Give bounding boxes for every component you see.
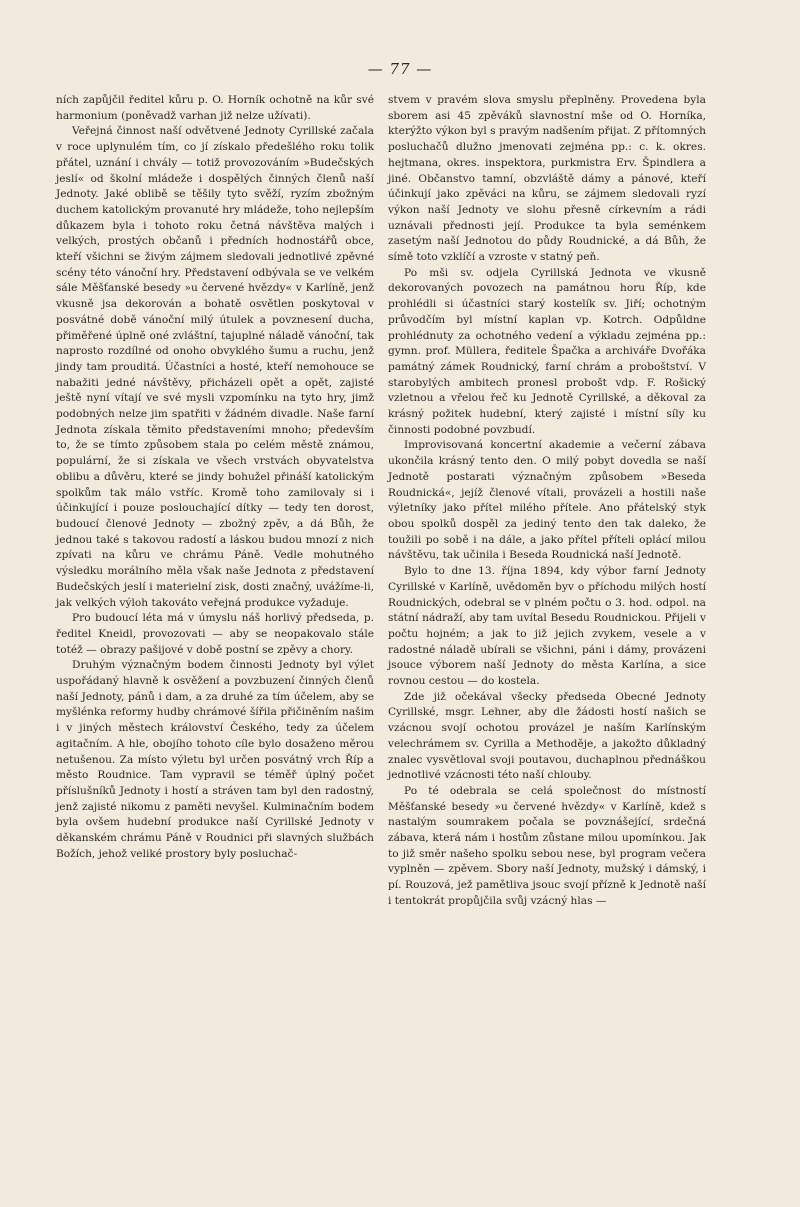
paragraph: Po té odebrala se celá společnost do místností Měšťanské besedy »u červené hvězdy« v Karlíně, kdež s nastalým soumrakem počala se povznášející, srdečná zábava, která nám i hostům zůstane milou upomínkou. Jak to již směr našeho spolku sebou nese, byl program večera vyplněn — zpěvem. Sbory naší Jednoty, mužský i dámský, i pí. Rouzová, jež pamětliva jsouc svojí přízně k Jednotě naší i tentokrát propůjčila svůj vzácný hlas —: [388, 784, 706, 907]
right-column: [388, 93, 706, 910]
left-column: [56, 93, 374, 862]
page-number: — 77 —: [367, 60, 433, 78]
paragraph: Pro budoucí léta má v úmyslu náš horlivý předseda, p. ředitel Kneidl, provozovati — aby se neopakovalo stále totéž — obrazy pašijové v době postní se zpěvy a chory.: [56, 612, 374, 656]
paragraph: ních zapůjčil ředitel kůru p. O. Horník ochotně na kůr své harmonium (poněvadž varhan již nelze užívati).: [56, 94, 374, 122]
paragraph: Veřejná činnost naší odvětvené Jednoty Cyrillské začala v roce uplynulém tím, co jí získalo předešlého roku tolik přátel, uznání i chvály — totiž provozováním »Budečských jeslí« od školní mládeže i dospělých činných členů naší Jednoty. Jaké oblibě se těšily tyto svěží, ryzím zbožným duchem katolickým provanuté hry mládeže, toho nejlepším důkazem byla i tohoto roku četná návštěva malých i velkých, prostých občanů i předních hodnostářů obce, kteří všichni se živým zájmem sledovali jednotlivé zpěvné scény této vánoční hry. Představení odbývala se ve velkém sále Měšťanské besedy »u červené hvězdy« v Karlíně, jenž vkusně jsa dekorován a bohatě osvětlen poskytoval v posvátné době vánoční milý útulek a povznesení ducha, přiměřené úplně oné zvláštní, tajuplné náladě vánoční, tak naprosto rozdílné od onoho obvyklého šumu a ruchu, jenž jindy tam prouditá. Účastníci a hosté, kteří nemohouce se nabažiti jedné návštěvy, přicházeli opět a opět, zajisté ještě nyní vítají ve své mysli vzpomínku na tyto hry, jimž podobných nelze jim spatřiti v žádném divadle. Naše farní Jednota získala těmito představeními mnoho; především to, že se tímto způsobem stala po celém městě známou, populární, že si získala ve všech vrstvách obyvatelstva oblibu a důvěru, které se jindy bohužel přináší katolickým spolkům tak málo vstříc. Kromě toho zamilovaly si i účinkující i pouze poslouchající dítky — tedy ten dorost, budoucí členové Jednoty — zbožný zpěv, a dá Bůh, že jednou také s takovou radostí a láskou budou mnozí z nich zpívati na kůru ve chrámu Páně. Vedle mohutného výsledku morálního měla však naše Jednota z představení Budečských jeslí i materielní zisk, dosti značný, uvážíme-li, jak velkých výloh takováto veřejná produkce vyžaduje.: [56, 125, 374, 609]
paragraph: Po mši sv. odjela Cyrillská Jednota ve vkusně dekorovaných povozech na památnou horu Říp, kde prohlédli si účastníci starý kostelík sv. Jiří; ochotným průvodčím byl místní kaplan vp. Kotrch. Odpůldne prohlédnuty za ochotného vedení a výkladu zejména pp.: gymn. prof. Müllera, ředitele Špačka a archiváře Dvořáka památný zámek Roudnický, farní chrám a proboštství. V starobylých ambitech pronesl probošt vdp. F. Rošický vzletnou a vřelou řeč ku Jednotě Cyrillské, a děkoval za krásný požitek hudební, který zajisté i místní síly ku činnosti podobné povzbudí.: [388, 266, 706, 436]
paragraph: stvem v pravém slova smyslu přeplněny. Provedena byla sborem asi 45 zpěváků slavnostní mše od O. Horníka, kterýžto výkon byl s pravým nadšením přijat. Z přítomných posluchačů dlužno jmenovati zejména pp.: c. k. okres. hejtmana, okres. inspektora, purkmistra Erv. Špindlera a jiné. Občanstvo tamní, obzvláště dámy a pánové, kteří účinkují jako zpěváci na kůru, se zájmem sledovali ryzí výkon naší Jednoty ve slohu přesně církevním a rádi uznávali přednosti její. Produkce ta byla seménkem zasetým naší Jednotou do půdy Roudnické, a dá Bůh, že símě toto vzklíčí a vzroste v statný peň.: [388, 94, 706, 264]
paragraph: Druhým význačným bodem činnosti Jednoty byl výlet uspořádaný hlavně k osvěžení a povzbuzení činných členů naší Jednoty, pánů i dam, a za druhé za tím účelem, aby se myšlénka reformy hudby chrámové šířila přičiněním našim i v jiných městech království Českého, tedy za účelem agitačním. A hle, obojího tohoto cíle bylo dosaženo měrou netušenou. Za místo výletu byl určen posvátný vrch Říp a město Roudnice. Tam vypravil se téměř úplný počet příslušníků Jednoty i hostí a stráven tam byl den radostný, jenž zajisté nikomu z paměti nevyšel. Kulminačním bodem byla ovšem hudební produkce naší Cyrillské Jednoty v děkanském chrámu Páně v Roudnici při slavných službách Božích, jehož veliké prostory byly posluchač-: [56, 659, 374, 860]
paragraph: Improvisovaná koncertní akademie a večerní zábava ukončila krásný tento den. O milý pobyt dovedla se naší Jednotě postarati význačným způsobem »Beseda Roudnická«, jejíž členové vítali, provázeli a hostili naše výletníky jako přítel milého přítele. Ano přátelský styk obou spolků dospěl za jediný tento den tak daleko, že toužili po sobě i na dále, a jako přítel příteli oplácí milou návštěvu, tak učinila i Beseda Roudnická naší Jednotě.: [388, 439, 706, 562]
paragraph: Bylo to dne 13. října 1894, kdy výbor farní Jednoty Cyrillské v Karlíně, uvědoměn byv o příchodu milých hostí Roudnických, odebral se v plném počtu o 3. hod. odpol. na státní nádraží, aby tam uvítal Besedu Roudnickou. Přijeli v počtu hojném; a jak to již jejich zvykem, vesele a v radostné náladě ubírali se všichni, páni i dámy, provázeni jsouce výborem naší Jednoty do města Karlína, a sice rovnou cestou — do kostela.: [388, 565, 706, 688]
paragraph: Zde již očekával všecky předseda Obecné Jednoty Cyrillské, msgr. Lehner, aby dle žádosti hostí našich se vzácnou svojí ochotou provázel je naším Karlínským velechrámem sv. Cyrilla a Methoděje, a jakožto důkladný znalec vysvětloval svoji poutavou, duchaplnou přednáškou jednotlivé vzácnosti této naší chlouby.: [388, 690, 706, 782]
